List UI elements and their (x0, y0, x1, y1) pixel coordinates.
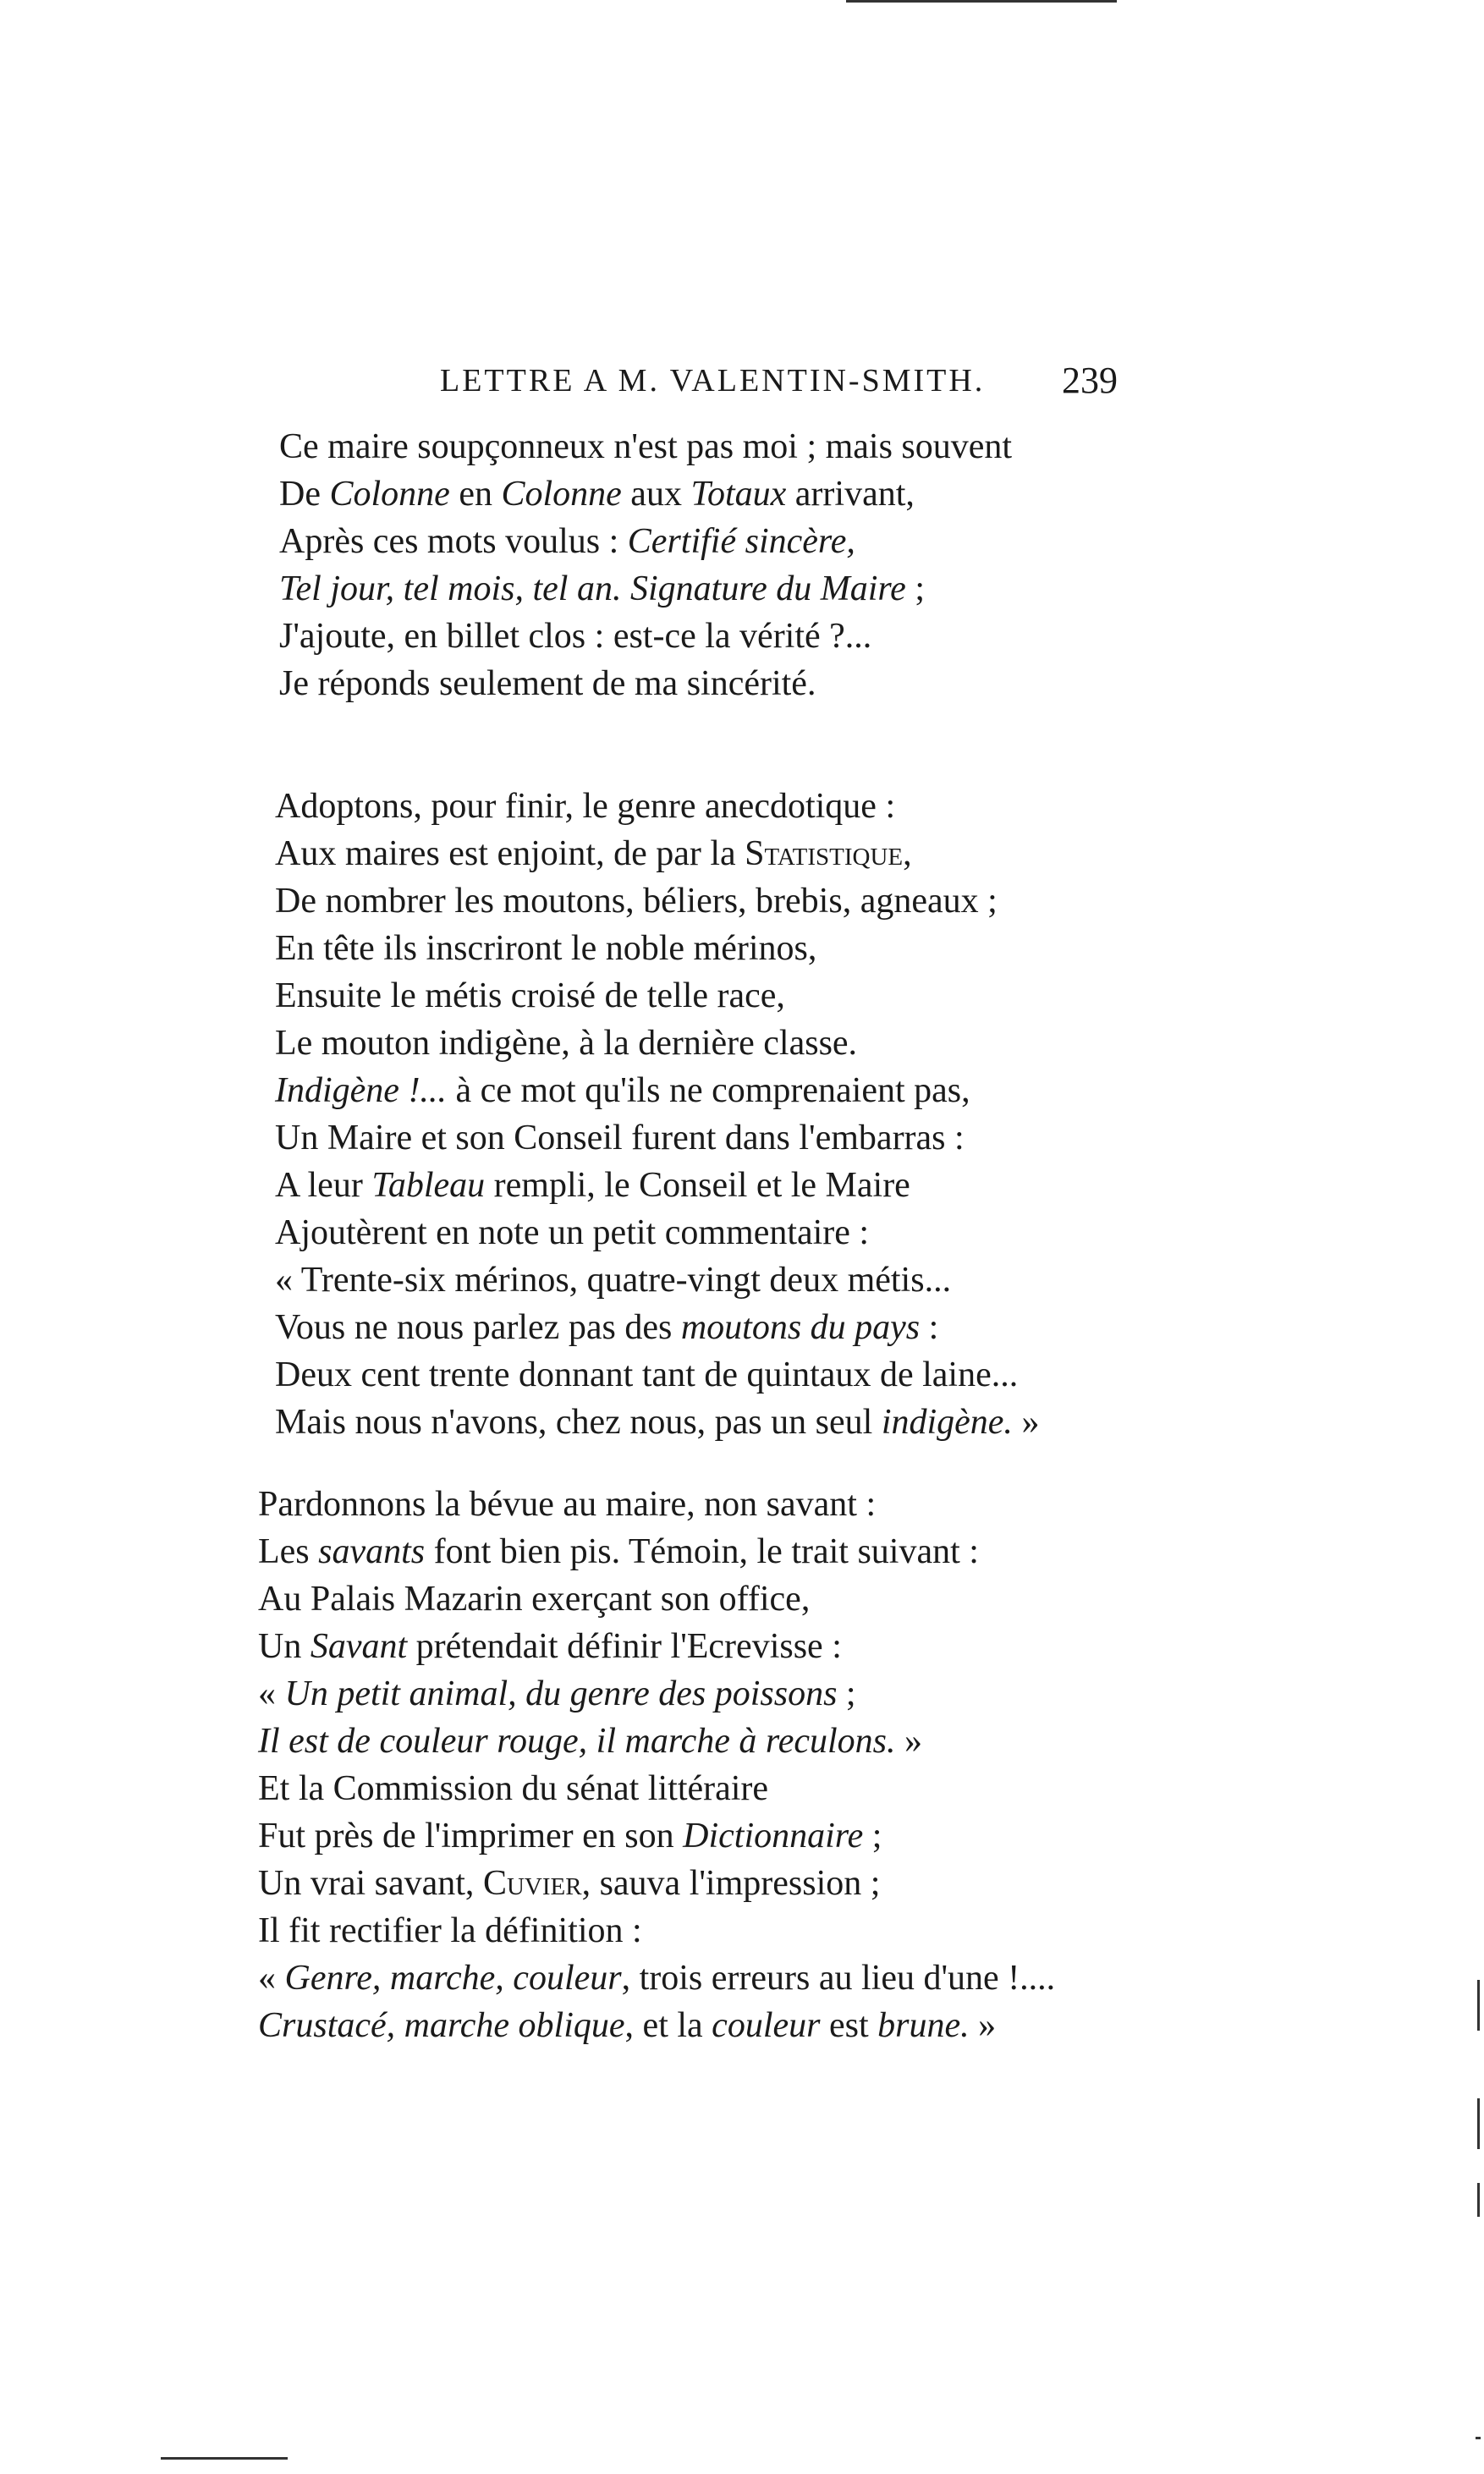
italic-text: Savant (310, 1627, 408, 1666)
verse-line (275, 972, 785, 1020)
verse-text: Mais nous n'avons, chez nous, pas un seul (275, 1403, 882, 1442)
verse-line (275, 877, 998, 925)
verse-text: ; (863, 1817, 882, 1856)
running-head: LETTRE A M. VALENTIN-SMITH. (440, 363, 986, 399)
verse-text: font bien pis. Témoin, le trait suivant : (425, 1532, 979, 1571)
verse-line (275, 1020, 857, 1067)
italic-text: Colonne (501, 475, 622, 514)
italic-text: Certifié sincère, (627, 522, 855, 561)
scan-edge-mark (846, 0, 1117, 3)
verse-text: , trois erreurs au lieu d'une !.... (621, 1959, 1056, 1998)
scan-edge-mark (1477, 1980, 1480, 2031)
verse-line (258, 1528, 979, 1575)
italic-text: Un petit animal, du genre des poissons (284, 1674, 838, 1713)
verse-text: Un (258, 1627, 311, 1666)
verse-line (258, 1907, 642, 1954)
italic-text: savants (318, 1532, 426, 1571)
verse-text: Il fit rectifier la définition : (258, 1911, 642, 1950)
verse-text: , (903, 834, 912, 873)
verse-text: rempli, le Conseil et le Maire (485, 1166, 910, 1205)
verse-line (258, 1670, 856, 1718)
verse-text: » (1012, 1403, 1040, 1442)
verse-line (279, 613, 871, 660)
verse-text: En tête ils inscriront le noble mérinos, (275, 929, 817, 968)
verse-line (275, 925, 816, 972)
verse-line (275, 1209, 869, 1256)
verse-line (275, 1256, 951, 1304)
verse-text: Les (258, 1532, 319, 1571)
verse-line (258, 1812, 882, 1860)
verse-text: arrivant, (786, 475, 915, 514)
verse-text: en (449, 475, 502, 514)
italic-text: Tableau (371, 1166, 486, 1205)
verse-line (258, 1860, 880, 1907)
scan-edge-mark (1477, 2183, 1480, 2217)
italic-text: Indigène !... (275, 1071, 447, 1110)
verse-text: ; (905, 569, 925, 608)
verse-text: Ce maire soupçonneux n'est pas moi ; mais souvent (279, 427, 1013, 466)
italic-text: Colonne (329, 475, 450, 514)
verse-text: De nombrer les moutons, béliers, brebis, agneaux ; (275, 882, 998, 921)
verse-text: » (969, 2006, 997, 2045)
verse-text: Fut près de l'imprimer en son (258, 1817, 684, 1856)
italic-text: Totaux (690, 475, 787, 514)
verse-line (279, 565, 925, 613)
verse-line (258, 1481, 876, 1528)
verse-line (258, 1623, 842, 1670)
verse-text: aux (621, 475, 691, 514)
verse-line (258, 1718, 922, 1765)
verse-text: Je réponds seulement de ma sincérité. (279, 664, 816, 703)
verse-text: est (820, 2006, 878, 2045)
verse-text: Pardonnons la bévue au maire, non savant : (258, 1485, 877, 1524)
italic-text: Tel jour, tel mois, tel an. Signature du Maire (279, 569, 906, 608)
scan-edge-mark (1476, 2437, 1481, 2439)
verse-text: » (895, 1722, 922, 1761)
italic-text: Dictionnaire (683, 1817, 864, 1856)
small-caps-text: Statistique (745, 834, 904, 873)
verse-text: De (279, 475, 330, 514)
verse-text: Aux maires est enjoint, de par la (275, 834, 745, 873)
verse-line (279, 518, 855, 565)
verse-line (275, 830, 912, 877)
verse-line (258, 2002, 996, 2049)
verse-text: prétendait définir l'Ecrevisse : (407, 1627, 842, 1666)
italic-text: indigène. (881, 1403, 1013, 1442)
verse-text: Deux cent trente donnant tant de quintaux de laine... (275, 1355, 1019, 1394)
italic-text: brune. (877, 2006, 970, 2045)
verse-text: Adoptons, pour finir, le genre anecdotique : (275, 787, 896, 826)
verse-text: A leur (275, 1166, 372, 1205)
verse-text: Ensuite le métis croisé de telle race, (275, 976, 785, 1015)
verse-text: : (920, 1308, 939, 1347)
verse-text: Après ces mots voulus : (279, 522, 628, 561)
verse-line (275, 1067, 970, 1114)
italic-text: Crustacé, marche oblique (258, 2006, 625, 2045)
verse-line (258, 1575, 810, 1623)
verse-line (275, 1114, 965, 1162)
scan-edge-mark (161, 2457, 288, 2460)
page-header (440, 362, 1117, 413)
italic-text: Genre, marche, couleur (284, 1959, 622, 1998)
verse-text: « (258, 1959, 285, 1998)
verse-line (279, 423, 1012, 470)
verse-text: ; (837, 1674, 856, 1713)
verse-text: , sauva l'impression ; (581, 1864, 881, 1903)
small-caps-text: Cuvier (482, 1864, 582, 1903)
verse-text: , et la (624, 2006, 712, 2045)
verse-text: Et la Commission du sénat littéraire (258, 1769, 769, 1808)
verse-text: Le mouton indigène, à la dernière classe. (275, 1024, 858, 1063)
verse-text: Ajoutèrent en note un petit commentaire : (275, 1213, 870, 1252)
italic-text: couleur (712, 2006, 821, 2045)
verse-line (275, 783, 895, 830)
italic-text: Il est de couleur rouge, il marche à reculons. (258, 1722, 896, 1761)
verse-line (275, 1351, 1018, 1399)
verse-text: J'ajoute, en billet clos : est-ce la vérité ?... (279, 617, 872, 656)
italic-text: moutons du pays (680, 1308, 921, 1347)
scan-edge-mark (1477, 2098, 1480, 2149)
verse-text: « Trente-six mérinos, quatre-vingt deux métis... (275, 1261, 952, 1300)
verse-line (275, 1304, 938, 1351)
verse-text: Vous ne nous parlez pas des (275, 1308, 681, 1347)
verse-line (279, 660, 816, 707)
verse-line (258, 1765, 768, 1812)
verse-line (275, 1399, 1039, 1446)
verse-text: à ce mot qu'ils ne comprenaient pas, (446, 1071, 970, 1110)
verse-line (258, 1954, 1055, 2002)
verse-text: Un vrai savant, (258, 1864, 483, 1903)
verse-text: « (258, 1674, 285, 1713)
verse-text: Au Palais Mazarin exerçant son office, (258, 1580, 811, 1619)
page-number: 239 (1062, 360, 1118, 401)
verse-line (279, 470, 915, 518)
verse-line (275, 1162, 910, 1209)
verse-text: Un Maire et son Conseil furent dans l'embarras : (275, 1119, 965, 1157)
